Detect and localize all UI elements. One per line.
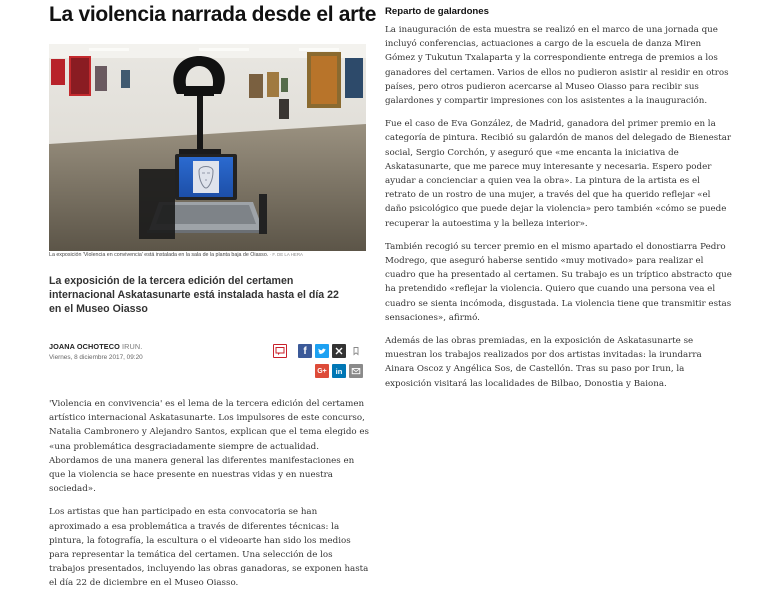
photo-credit: F. DE LA HERA [272, 252, 303, 257]
author [49, 342, 143, 351]
author-city: IRUN. [122, 342, 143, 351]
x-share-button[interactable] [332, 344, 346, 358]
facebook-icon: f [303, 345, 307, 357]
bookmark-icon [351, 346, 361, 356]
photo-caption: La exposición 'Violencia en convivencia' está instalada en la sala de la planta baja de Oiasso. · F. DE LA HERA [49, 252, 303, 258]
article-headline: La violencia narrada desde el arte [49, 3, 377, 26]
x-icon [334, 346, 344, 356]
photo-caption-text: La exposición 'Violencia en convivencia' está instalada en la sala de la planta baja de Oiasso. [49, 252, 269, 258]
author-name[interactable]: JOANA OCHOTECO [49, 342, 120, 351]
comment-icon [275, 346, 285, 356]
publish-date: Viernes, 8 diciembre 2017, 09:20 [49, 354, 143, 361]
body-paragraph: Los artistas que han participado en esta convocatoria se han aproximado a esa problemática a través de diferentes técnicas: la pintura, la fotografía, la escultura o el videoarte han sido los medios para representar la temática del certamen. Una selección de los trabajos presentados, incluyendo las obras ganadoras, se exponen hasta el día 22 de diciembre en el Museo Oiasso. [49, 507, 369, 589]
twitter-share-button[interactable] [315, 344, 329, 358]
googleplus-share-button[interactable] [315, 364, 329, 378]
article-subtitle: La exposición de la tercera edición del certamen internacional Askatasunarte está instalada hasta el día 22 en el Museo Oiasso [49, 275, 339, 315]
article-photo [49, 44, 366, 251]
byline [49, 342, 143, 361]
body-paragraph: La inauguración de esta muestra se realizó en el marco de una jornada que incluyó conferencias, actuaciones a cargo de la escuela de danza Miren Gómez y Tukutun Txalaparta y la correspondiente entrega de premios a los ganadores del certamen. Varios de ellos no pudieron asistir al residir en otros países, pero otros pudieron acercarse al Museo Oiasso para recibir sus galardones y compartir impresiones con los asistentes a la inauguración. [385, 25, 729, 107]
linkedin-share-button[interactable] [332, 364, 346, 378]
googleplus-icon: G+ [317, 367, 327, 375]
linkedin-icon: in [335, 366, 343, 376]
body-paragraph: 'Violencia en convivencia' es el lema de la tercera edición del certamen artístico internacional Askatasunarte. Los impulsores de este concurso, Natalia Cambronero y Alejandro Santos, explican que el tema elegido es «una problemática desgraciadamente siempre de actualidad. Abordamos de una manera general las diferentes manifestaciones en que la violencia se hace presente en nuestras vidas y en nuestra sociedad». [49, 399, 369, 495]
article-body-right [385, 23, 733, 400]
facebook-share-button[interactable] [298, 344, 312, 358]
email-share-button[interactable] [349, 364, 363, 378]
body-paragraph: Fue el caso de Eva González, de Madrid, ganadora del primer premio en la categoría de pintura. Recibió su galardón de manos del delegado de Bienestar social, Sergio Corchón, y aseguró que «me encanta la iniciativa de Askatasunarte, que me parece muy interesante y necesaria. Espero poder ayudar a concienciar a quien vea la obra». La pintura de la artista es el retrato de un rostro de una mujer, a través del que ha querido reflejar «el daño psicológico que puede dejar la violencia» pero también «cómo se puede recuperar la autoestima y la belleza interior». [385, 119, 732, 229]
comment-button[interactable] [273, 344, 287, 358]
body-paragraph: También recogió su tercer premio en el mismo apartado el donostiarra Pedro Modrego, que aseguró haberse sentido «muy motivado» para realizar el cuadro que ha presentado al certamen. Su trabajo es un tríptico abstracto que ha pretendido «reflejar la violencia. Quiero que cuando una persona vea el cuadro se sienta incómoda, disgustada. La violencia tiene que transmitir estas sensaciones», afirmó. [385, 241, 732, 323]
email-icon [351, 366, 361, 376]
bookmark-button[interactable] [349, 344, 363, 358]
section-heading: Reparto de galardones [385, 6, 489, 17]
article-body-left [49, 397, 369, 600]
twitter-icon [317, 346, 327, 356]
body-paragraph: Además de las obras premiadas, en la exposición de Askatasunarte se muestran los trabajos realizados por dos artistas invitadas: la irundarra Ainara Oscoz y Angélica Sos, de Castellón. Tras su paso por Irun, la exposición visitará las localidades de Bilbao, Donostia y Baiona. [385, 336, 702, 389]
